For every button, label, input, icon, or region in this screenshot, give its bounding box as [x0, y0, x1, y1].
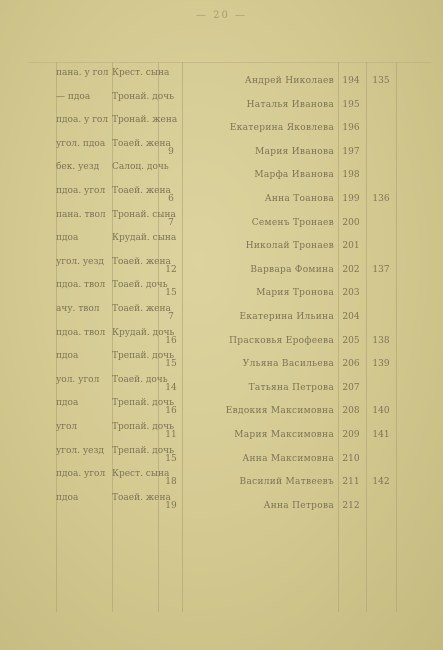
age-value: 7	[168, 312, 174, 322]
record-number: 138	[372, 335, 390, 346]
status-note: Тронай. сына	[112, 209, 176, 220]
status-note: Крест. сына	[112, 469, 170, 480]
entry-number: 212	[342, 500, 360, 511]
remark-note: пдоа	[56, 492, 79, 503]
entry-number: 207	[342, 382, 360, 393]
status-note: Тронай. жена	[112, 115, 178, 126]
remark-note: угол. уезд	[56, 256, 104, 267]
age-value: 12	[165, 264, 177, 275]
remark-note: пдоа. твол	[56, 327, 106, 338]
person-name: Василий Матвеевъ	[239, 477, 334, 488]
person-name: Прасковья Ерофеева	[229, 335, 334, 346]
person-name: Екатерина Яковлева	[229, 123, 334, 134]
entry-number: 203	[342, 288, 360, 299]
status-note: Тоаей. жена	[112, 186, 171, 196]
person-name: Анна Петрова	[263, 500, 334, 511]
entry-number: 202	[342, 264, 360, 275]
entry-number: 211	[342, 477, 360, 488]
person-name: Екатерина Ильина	[239, 312, 334, 322]
person-name: Мария Максимовна	[234, 430, 334, 440]
remark-note: — пдоа	[56, 91, 91, 102]
record-number: 142	[372, 477, 390, 488]
person-name: Ульяна Васильева	[242, 359, 334, 370]
person-name: Анна Тоанова	[264, 194, 334, 204]
record-number: 140	[372, 406, 390, 417]
status-note: Крест. сына	[112, 68, 170, 78]
remark-note: пдоа. твол	[56, 280, 106, 291]
status-note: Трепай. дочь	[112, 398, 174, 409]
entry-number: 195	[342, 99, 360, 110]
age-value: 15	[165, 453, 177, 464]
remark-note: угол. пдоа	[56, 138, 106, 149]
record-number: 137	[372, 264, 390, 275]
age-value: 14	[165, 382, 177, 393]
person-name: Анна Максимовна	[242, 453, 334, 464]
entry-number: 196	[342, 123, 360, 134]
remark-note: пдоа. угол	[56, 469, 106, 480]
entry-number: 199	[342, 194, 360, 204]
age-value: 15	[165, 359, 177, 370]
person-name: Семенъ Тронаев	[251, 217, 334, 228]
entry-number: 206	[342, 359, 360, 370]
age-value: 11	[165, 430, 177, 440]
record-number: 136	[372, 194, 390, 204]
record-number: 135	[372, 76, 390, 86]
remark-note: пдоа	[56, 351, 79, 362]
person-name: Евдокия Максимовна	[225, 406, 334, 417]
entry-number: 210	[342, 453, 360, 464]
age-value: 18	[165, 477, 177, 488]
entry-number: 208	[342, 406, 360, 417]
person-name: Мария Тронова	[256, 288, 334, 299]
record-number: 141	[372, 430, 390, 440]
record-number: 139	[372, 359, 390, 370]
status-note: Крудай. сына	[112, 233, 177, 244]
age-value: 9	[168, 146, 174, 157]
status-note: Тоаей. жена	[112, 304, 171, 314]
status-note: Тоаей. дочь	[112, 374, 168, 385]
entry-number: 194	[342, 76, 360, 86]
status-note: Тронай. дочь	[112, 91, 175, 102]
status-note: Тропай. дочь	[112, 422, 175, 432]
remark-note: угол	[56, 422, 78, 432]
remark-note: бек. уезд	[56, 162, 100, 173]
person-name: Татьяна Петрова	[248, 382, 334, 393]
status-note: Тоаей. жена	[112, 138, 171, 149]
status-note: Тоаей. дочь	[112, 280, 168, 291]
person-name: Мария Иванова	[255, 146, 334, 157]
person-name: Наталья Иванова	[246, 99, 334, 110]
remark-note: пдоа	[56, 233, 79, 244]
entry-number: 200	[342, 217, 360, 228]
remark-note: пдоа. угол	[56, 186, 106, 196]
age-value: 7	[168, 217, 174, 228]
remark-note: пана. твол	[56, 209, 106, 220]
remark-note: пдоа. у гол	[56, 115, 109, 126]
remark-note: пдоа	[56, 398, 79, 409]
entry-number: 205	[342, 335, 360, 346]
entry-number: 209	[342, 430, 360, 440]
person-name: Варвара Фомина	[250, 264, 334, 275]
entry-number: 198	[342, 170, 360, 181]
age-value: 19	[165, 500, 177, 511]
entry-number: 201	[342, 241, 360, 252]
remark-note: пана. у гол	[56, 68, 109, 78]
entry-number: 197	[342, 146, 360, 157]
age-value: 16	[165, 406, 177, 417]
status-note: Крудай. дочь	[112, 327, 175, 338]
status-note: Трепай. дочь	[112, 445, 174, 456]
table-row	[0, 487, 443, 527]
age-value: 15	[165, 288, 177, 299]
status-note: Тоаей. жена	[112, 256, 171, 267]
age-value: 16	[165, 335, 177, 346]
status-note: Тоаей. жена	[112, 492, 171, 503]
entry-number: 204	[342, 312, 360, 322]
person-name: Андрей Николаев	[244, 76, 334, 86]
person-name: Марфа Иванова	[254, 170, 334, 181]
status-note: Салоц. дочь	[112, 162, 169, 173]
page-number: — 20 —	[195, 10, 248, 21]
person-name: Николай Тронаев	[245, 241, 334, 252]
remark-note: угол. уезд	[56, 445, 104, 456]
remark-note: ачу. твол	[56, 304, 100, 314]
age-value: 6	[168, 194, 174, 204]
status-note: Трепай. дочь	[112, 351, 174, 362]
remark-note: уол. угол	[56, 374, 100, 385]
